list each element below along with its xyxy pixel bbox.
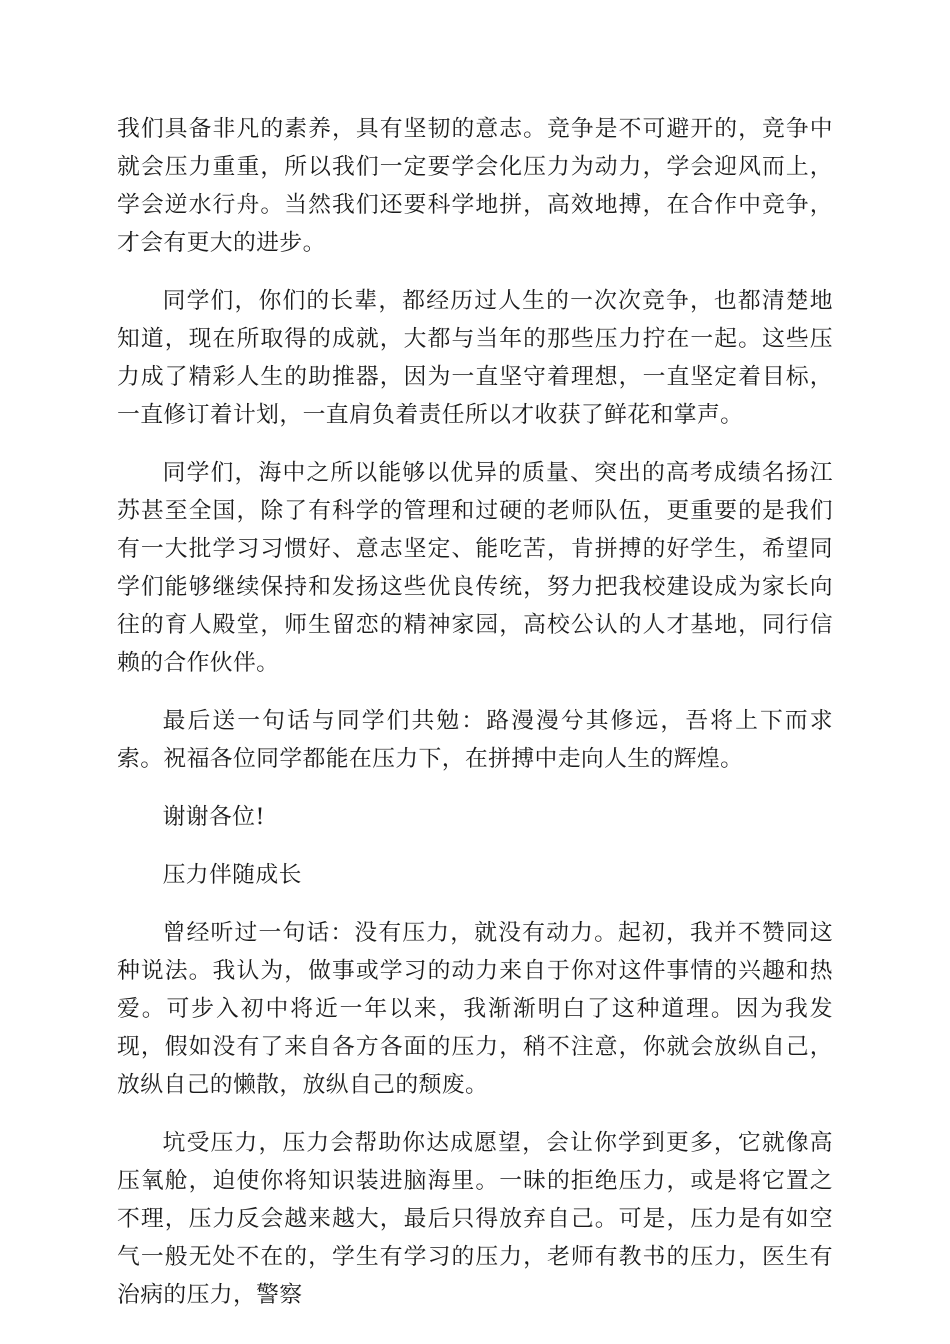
paragraph-accept-pressure: 坑受压力，压力会帮助你达成愿望，会让你学到更多，它就像高压氧舱，迫使你将知识装进脑海里。一昧的拒绝压力，或是将它置之不理，压力反会越来越大，最后只得放弃自己。可是，压力是有如空气一般无处不在的，学生有学习的压力，老师有教书的压力，医生有治病的压力，警察 (117, 1130, 833, 1308)
paragraph-competition: 我们具备非凡的素养，具有坚韧的意志。竞争是不可避开的，竞争中就会压力重重，所以我们一定要学会化压力为动力，学会迎风而上，学会逆水行舟。当然我们还要科学地拼，高效地搏，在合作中竞争，才会有更大的进步。 (117, 116, 833, 256)
paragraph-thanks: 谢谢各位! (162, 804, 265, 830)
paragraph-pressure-motivation: 曾经听过一句话：没有压力，就没有动力。起初，我并不赞同这种说法。我认为，做事或学习的动力来自于你对这件事情的兴趣和热爱。可步入初中将近一年以来，我渐渐明白了这种道理。因为我发现，假如没有了来自各方各面的压力，稍不注意，你就会放纵自己，放纵自己的懒散，放纵自己的颓废。 (117, 920, 833, 1098)
essay-title: 压力伴随成长 (162, 862, 302, 888)
paragraph-closing: 最后送一句话与同学们共勉：路漫漫兮其修远，吾将上下而求索。祝福各位同学都能在压力下，在拼搏中走向人生的辉煌。 (117, 708, 833, 772)
paragraph-school: 同学们，海中之所以能够以优异的质量、突出的高考成绩名扬江苏甚至全国，除了有科学的管理和过硬的老师队伍，更重要的是我们有一大批学习习惯好、意志坚定、能吃苦，肯拼搏的好学生，希望同学们能够继续保持和发扬这些优良传统，努力把我校建设成为家长向往的育人殿堂，师生留恋的精神家园，高校公认的人才基地，同行信赖的合作伙伴。 (117, 460, 833, 676)
document-body (117, 110, 833, 1334)
paragraph-elders: 同学们，你们的长辈，都经历过人生的一次次竞争，也都清楚地知道，现在所取得的成就，大都与当年的那些压力拧在一起。这些压力成了精彩人生的助推器，因为一直坚守着理想，一直坚定着目标，一直修订着计划，一直肩负着责任所以才收获了鲜花和掌声。 (117, 288, 833, 428)
